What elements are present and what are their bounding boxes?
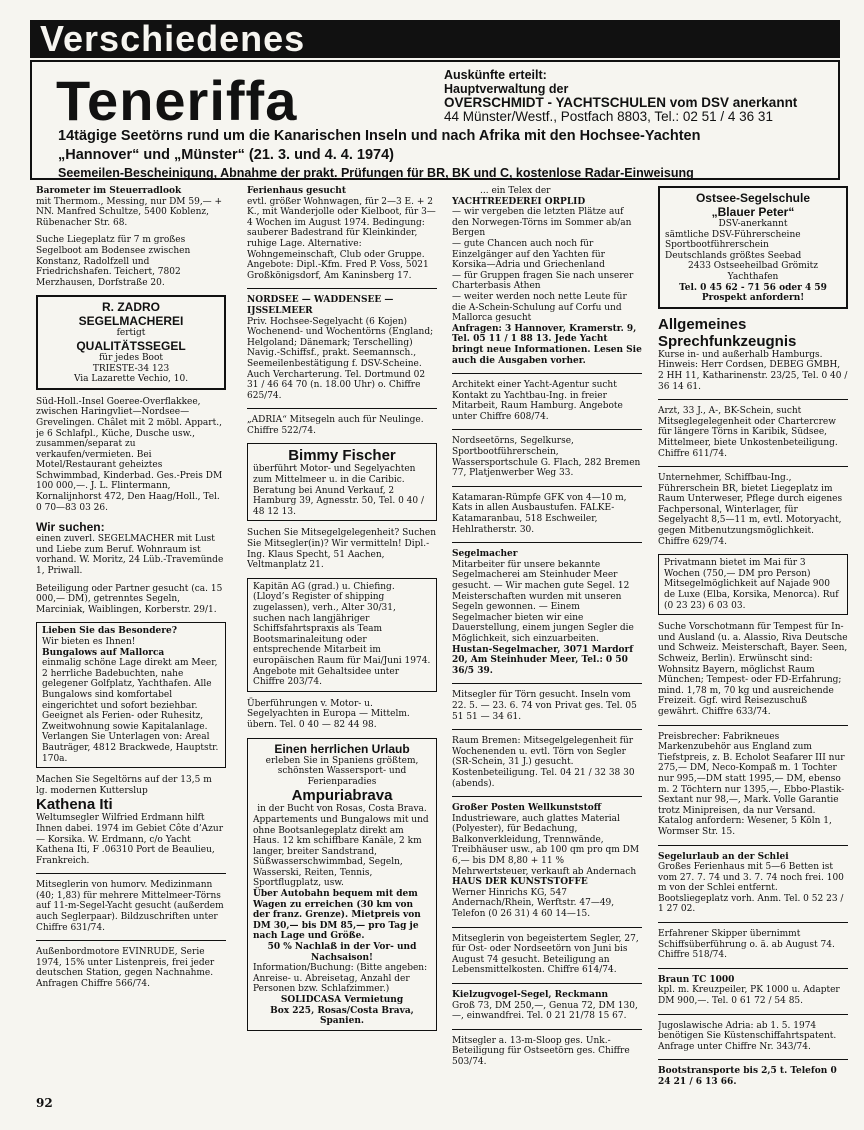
ad-sprechfunk	[658, 316, 848, 392]
divider	[658, 845, 848, 846]
ad-orplid	[452, 186, 642, 366]
ad-holland	[36, 397, 226, 514]
ad-text: Mitarbeiter für unsere bekannte Segelmacherei am Steinhuder Meer gesucht. — Wir machen gute Segel. 12 Meisterschaften wurden mit unseren Segeln gewonnen. — Einem Segelmacher bieten wir eine Dauerstellung, einem jungen Segler die Möglichkeit, sich einzuarbeiten.	[452, 559, 634, 644]
ad-heading: Kathena Iti	[36, 796, 113, 814]
ad-heading: QUALITÄTSSEGEL	[76, 338, 186, 353]
ad-nordseetoerns	[452, 436, 642, 478]
page-number: 92	[36, 1096, 53, 1110]
ad-text: Überführungen v. Motor- u. Segelyachten in Europa — Mittelm. übern. Tel. 0 40 — 82 44 98.	[247, 698, 410, 730]
divider	[452, 927, 642, 928]
ad-text: Architekt einer Yacht-Agentur sucht Kontakt zu Yachtbau-Ing. in freier Mitarbeit, Raum Hamburg. Angebote unter Chiffre 608/74.	[452, 380, 623, 422]
contact-line: Auskünfte erteilt:	[444, 68, 547, 82]
ad-text: für jedes Boot	[98, 352, 164, 363]
contact-line: OVERSCHMIDT - YACHTSCHULEN vom DSV anerkannt	[444, 95, 798, 110]
ad-text: einen zuverl. SEGELMACHER mit Lust und Liebe zum Beruf. Wohnraum ist vorhand. W. Moritz, 24 Lüb.-Travemünde 1, Priwall.	[36, 534, 224, 577]
ad-text: — wir vergeben die letzten Plätze auf den Norwegen-Törns im Sommer ab/an Bergen	[452, 207, 632, 239]
ad-text: 2433 Ostseeheilbad Grömitz	[688, 261, 818, 272]
ad-text: Mitseglerin von begeistertem Segler, 27, für Ost- oder Nordseetörn von Juni bis August 74 gesucht. Beteiligung an Lebensmittelkosten. Chiffre 614/74.	[452, 933, 639, 976]
ad-text: kpl. m. Kreuzpeiler, PK 1000 u. Adapter DM 900,—. Tel. 0 61 72 / 54 85.	[658, 985, 840, 1007]
column-4	[658, 186, 848, 1106]
ad-text: Machen Sie Segeltörns auf der 13,5 m lg. modernen Kutterslup	[36, 775, 212, 796]
ad-evinrude	[36, 947, 226, 989]
ad-text: — für Gruppen fragen Sie nach unserer Charterbasis Athen	[452, 270, 634, 292]
column-2	[247, 186, 437, 1106]
ad-katamaran	[452, 493, 642, 535]
ad-text: Privatmann bietet im Mai für 3 Wochen (750,— DM pro Person) Mitsegelmöglichkeit auf Najade 900 de Luxe (Elba, Korsika, Menorca). Ruf (0 23 23) 6 03 03.	[664, 558, 839, 611]
ad-ampuriabrava	[247, 738, 437, 1031]
divider	[452, 373, 642, 374]
ad-heading: Bimmy Fischer	[288, 447, 396, 465]
ad-text: — gute Chancen auch noch für Einzelgänger auf den Yachten für Korsika—Adria und Griechenland	[452, 238, 605, 271]
ad-text: Suche Vorschotmann für Tempest für In- und Ausland (u. a. Alassio, Riva Deutsche und Schweiz. Meisterschaft, Bayer. Seen, Schweiz, Berlin). Erwünscht sind: Wohnsitz Bayern, möglichst Raum München; Tempest- oder FD-Erfahrung; mind. 1,78 m, 70 kg und ausreichende Freizeit. Ggf. wird Reisezuschuß gewährt. Chiffre 633/74.	[658, 622, 848, 717]
ad-text: TRIESTE-34 123	[92, 363, 170, 374]
ad-text: Yachthafen	[727, 271, 779, 282]
divider	[658, 922, 848, 923]
ad-heading: SOLIDCASA Vermietung	[280, 995, 404, 1005]
ad-kathena	[36, 775, 226, 866]
ad-text: Suche Liegeplatz für 7 m großes Segelboot am Bodensee zwischen Konstanz, Radolfzell und Friedrichshafen. Teichert, 7802 Merzhausen, Dorfstraße 20.	[36, 235, 191, 288]
ad-sloop	[452, 1036, 642, 1068]
teneriffa-line2: „Hannover“ und „Münster“ (21. 3. und 4. 4. 1974)	[58, 147, 394, 163]
ad-text: Industrieware, auch glattes Material (Polyester), für Bedachung, Balkonverkleidung, Trennwände, Treibhäuser usw., ab 100 qm pro qm DM 6,— bis DM 8,80 + 11 % Mehrwertsteuer, verkauft ab Andernach	[452, 813, 640, 877]
teneriffa-title: Teneriffa	[56, 69, 298, 132]
ad-text: Jugoslawische Adria: ab 1. 5. 1974 benötigen Sie Küstenschiffahrtspatent. Anfrage unter Chiffre Nr. 343/74.	[658, 1020, 837, 1052]
ad-text: Weltumsegler Wilfried Erdmann hilft Ihnen dabei. 1974 im Gebiet Côte d’Azur — Korsika. W. Erdmann, c/o Yacht Kathena Iti, F .06310 Port de Beaulieu, Frankreich.	[36, 813, 224, 866]
ad-suchen	[247, 528, 437, 570]
divider	[452, 683, 642, 684]
ad-arzt	[658, 406, 848, 459]
ad-text: Box 225, Rosas/Costa Brava, Spanien.	[270, 1005, 414, 1027]
divider	[658, 399, 848, 400]
ad-text: einmalig schöne Lage direkt am Meer, 2 herrliche Badebuchten, nahe gelegener Golfplatz, Yachthafen. Alle Bungalows sind komfortabel eingerichtet und sofort beziehbar. Geeignet als Ferien- oder Ruhesitz, Zweitwohnung sowie Kapitalanlage. Verlangen Sie Unterlagen von: Areal Bauträger, 4812 Brackwede, Hauptstr. 170a.	[42, 658, 219, 764]
ad-text: — weiter werden noch nette Leute für die A-Schein-Schulung auf Corfu und Mallorca gesucht	[452, 291, 627, 324]
ad-text: Großes Ferienhaus mit 5—6 Betten ist vom 27. 7. 74 und 3. 7. 74 noch frei. 100 m von der Schlei entfernt. Bootsliegeplatz vorh. Anm. Tel. 0 52 23 / 1 27 02.	[658, 862, 844, 915]
ad-text: überführt Motor- und Segelyachten zum Mittelmeer u. in die Caribic. Beratung bei Anund Verkauf, 2 Hamburg 39, Agnesstr. 50, Tel. 0 40 / 48 12 13.	[253, 464, 425, 517]
ad-beteiligung	[36, 584, 226, 616]
ad-heading: 50 % Nachlaß in der Vor- und Nachsaison!	[267, 942, 417, 963]
ad-mitseglerin	[36, 880, 226, 933]
ad-mallorca	[36, 622, 226, 768]
ad-text: Bootstransporte bis 2,5 t. Telefon 0 24 21 / 6 13 66.	[658, 1066, 837, 1087]
ad-heading: „Blauer Peter“	[711, 205, 795, 219]
ad-wellkunststoff	[452, 803, 642, 920]
section-banner	[30, 20, 840, 58]
ad-text: Werner Hinrichs KG, 547 Andernach/Rhein, Werftstr. 47—49, Telefon (0 26 31) 4 60 14—15.	[452, 887, 615, 920]
ad-heading: Großer Posten Wellkunststoff	[452, 803, 602, 814]
divider	[452, 542, 642, 543]
ad-text: Suchen Sie Mitsegelgelegenheit? Suchen Sie Mitsegler(in)? Wir vermitteln! Dipl.-Ing. Klaus Specht, 51 Aachen, Veltmanplatz 21.	[247, 528, 437, 571]
ad-heading: Braun TC 1000	[658, 974, 735, 985]
ad-architekt	[452, 380, 642, 422]
ad-text: Arzt, 33 J., A-, BK-Schein, sucht Mitseglegelegenheit oder Chartercrew für längere Törns in Karibik, Südsee, Mittelmeer, biete Unkostenbeteiligung. Chiffre 611/74.	[658, 406, 838, 459]
ad-heading: Ampuriabrava	[291, 787, 393, 805]
ad-heading: Wir suchen:	[36, 520, 105, 535]
divider	[658, 725, 848, 726]
ad-wir-suchen	[36, 520, 226, 576]
ad-kielzugvogel	[452, 990, 642, 1022]
column-1	[36, 186, 226, 1106]
ad-text: Sportbootführerschein	[665, 240, 769, 251]
ad-text: Mitsegler für Törn gesucht. Inseln vom 22. 5. — 23. 6. 74 von Privat ges. Tel. 05 51 51 — 34 61.	[452, 690, 637, 722]
ad-privatmann	[658, 554, 848, 615]
ad-text: Außenbordmotore EVINRUDE, Serie 1974, 15% unter Listenpreis, frei jeder deutschen Station, gegen Nachnahme. Anfragen Chiffre 566/74.	[36, 947, 215, 990]
divider	[36, 940, 226, 941]
divider	[452, 486, 642, 487]
ad-text: Information/Buchung: (Bitte angeben: Anreise- u. Abreisetag, Anzahl der Personen bzw. Schlafzimmer.)	[253, 963, 428, 995]
ad-text: Wir bieten es Ihnen!	[42, 637, 136, 647]
ad-text: Tel. 0 45 62 - 71 56 oder 4 59	[679, 282, 827, 293]
ad-text: Unternehmer, Schiffbau-Ing., Führerschein BR, bietet Liegeplatz im Raum Unterweser, Pflege durch eigenes Fachpersonal, Winterlager, für Segelyacht 8,5—11 m, evtl. Motoryacht, gegen Mitbenutzungsmöglichkeit. Chiffre 629/74.	[658, 473, 843, 547]
teneriffa-line1: 14tägige Seetörns rund um die Kanarischen Inseln und nach Afrika mit den Hochsee-Yachten	[58, 128, 701, 144]
ad-jugoslawische-adria	[658, 1021, 848, 1053]
ad-vorschotmann	[658, 622, 848, 717]
ad-segelmacher	[452, 549, 642, 676]
teneriffa-contact	[444, 68, 797, 124]
ad-text: evtl. größer Wohnwagen, für 2—3 E. + 2 K., mit Wanderjolle oder Kielboot, für 3—4 Wochen im August 1974. Bedingung: sauberer Badestrand für Kleinkinder, ruhige Lage. Alternative: Wohngemeinschaft, Club oder Gruppe. Angebote: Dipl.-Kfm. Fred P. Voss, 5021 Großkönigsdorf, Am Kaninsberg 17.	[247, 196, 436, 281]
ad-text: Erfahrener Skipper übernimmt Schiffsüberführung o. ä. ab August 74. Chiffre 518/74.	[658, 929, 835, 961]
ad-heading: Ferienhaus gesucht	[247, 186, 346, 196]
ad-liegeplatz	[36, 235, 226, 288]
ad-kapitaen	[247, 578, 437, 692]
ad-text: Mitseglerin von humorv. Medizinmann (40; 1,83) für mehrere Mittelmeer-Törns auf 11-m-Segel-Yacht gesucht (außerdem auch Seglerpaar). Bildzuschriften unter Chiffre 631/74.	[36, 880, 224, 933]
divider	[658, 1059, 848, 1060]
teneriffa-line3: Seemeilen-Bescheinigung, Abnahme der prakt. Prüfungen für BR, BK und C, kostenlose Radar-Einweisung	[58, 166, 694, 180]
ad-bootstransporte	[658, 1066, 848, 1087]
column-3	[452, 186, 642, 1106]
ad-text: Kapitän AG (grad.) u. Chiefing. (Lloyd’s Register of shipping zugelassen), verh., Alter 30/31, suchen nach langjähriger Schiffsfahrtspraxis als Team Bootsmarinaleitung oder entsprechende Mitarbeit im europäischen Raum für Mai/Juni 1974. Angebote mit Gehaltsidee unter Chiffre 203/74.	[253, 581, 431, 688]
ad-heading: Bungalows auf Mallorca	[42, 647, 165, 658]
ad-text: Kurse in- und außerhalb Hamburgs. Hinweis: Herr Cordsen, DEBEG GMBH, 2 HH 11, Katharinenstr. 23/25, Tel. 0 40 / 36 14 61.	[658, 349, 848, 392]
ad-text: Beteiligung oder Partner gesucht (ca. 15 000,— DM), getrenntes Segeln, Marciniak, Waiblingen, Korberstr. 29/1.	[36, 583, 223, 615]
ad-heading: Barometer im Steuerradlook	[36, 186, 182, 196]
section-title: Verschiedenes	[40, 18, 306, 59]
ad-text: DSV-anerkannt	[718, 219, 788, 229]
ad-ferienhaus	[247, 186, 437, 281]
contact-line: 44 Münster/Westf., Postfach 8803, Tel.: 02 51 / 4 36 31	[444, 109, 773, 124]
ad-unternehmer	[658, 473, 848, 547]
ad-text: Mitsegler a. 13-m-Sloop ges. Unk.-Beteiligung für Ostseetörn ges. Chiffre 503/74.	[452, 1035, 630, 1067]
ad-text: Über Autobahn bequem mit dem Wagen zu erreichen (30 km von der franz. Grenze). Mietpreis von DM 30,— bis DM 85,— pro Tag je nach Lage und Größe.	[253, 889, 421, 942]
ad-schlei	[658, 852, 848, 916]
ad-heading: R. ZADRO	[102, 300, 160, 315]
ad-ueberfuehrungen	[247, 699, 437, 731]
ad-heading: SEGELMACHEREI	[78, 314, 184, 329]
divider	[247, 288, 437, 289]
ad-heading: Ostsee-Segelschule	[695, 191, 811, 205]
divider	[452, 983, 642, 984]
ad-text: Prospekt anfordern!	[701, 293, 805, 304]
ad-text: Anfragen: 3 Hannover, Kramerstr. 9, Tel. 05 11 / 1 88 13. Jede Yacht bringt neue Informationen. Lesen Sie auch die Ausgaben vorher.	[452, 323, 642, 366]
teneriffa-ad	[30, 60, 840, 180]
ad-text: Nordseetörns, Segelkurse, Sportbootführerschein, Wassersportschule G. Flach, 282 Bremen 77, Platjenwerber Weg 33.	[452, 436, 641, 479]
divider	[658, 1014, 848, 1015]
ad-text: Katamaran-Rümpfe GFK von 4—10 m, Kats in allen Ausbaustufen. FALKE-Katamaranbau, 518 Eschweiler, Hehlratherstr. 30.	[452, 492, 627, 535]
ad-text: Raum Bremen: Mitsegelgelegenheit für Wochenenden u. evtl. Törn von Segler (SR-Schein, 31 J.) gesucht. Kostenbeteiligung. Tel. 04 21 / 32 38 30 (abends).	[452, 736, 635, 789]
ad-text: ... ein Telex der	[480, 186, 551, 196]
ad-blauer-peter	[658, 186, 848, 309]
divider	[452, 729, 642, 730]
ad-ijsselmeer	[247, 295, 437, 401]
divider	[36, 873, 226, 874]
divider	[452, 1029, 642, 1030]
ad-heading: HAUS DER KUNSTSTOFFE	[452, 877, 588, 888]
ad-text: Groß 73, DM 250,—, Genua 72, DM 130,—, einwandfrei. Tel. 0 21 21/78 15 67.	[452, 1000, 638, 1022]
ad-heading: Lieben Sie das Besondere?	[42, 626, 177, 637]
ad-preisbrecher	[658, 732, 848, 838]
divider	[452, 796, 642, 797]
ad-text: fertigt	[116, 328, 146, 339]
ad-bremen	[452, 736, 642, 789]
ad-heading: Segelmacher	[452, 549, 518, 560]
ad-adria	[247, 415, 437, 436]
divider	[658, 968, 848, 969]
ad-text: Via Lazarette Vechio, 10.	[73, 374, 189, 385]
ad-text: Preisbrecher: Fabrikneues Markenzubehör aus England zum Tiefstpreis, z. B. Echolot Seafarer III nur 275,— DM, Neco-Kompaß m. 1 Tochter nur 995,—DM statt 1995,— DM, ebenso m. 2 Töchtern nur 1395,—, Ebbo-Plastik-Sextant nur 98,—, Mark. Volle Garantie trotz Minipreisen, da nur Versand. Katalog anfordern: Wesener, 5 Köln 1, Wormser Str. 15.	[658, 731, 845, 837]
divider	[247, 408, 437, 409]
contact-line: Hauptverwaltung der	[444, 82, 569, 96]
ad-heading: YACHTREEDEREI ORPLID	[452, 196, 586, 207]
ad-text: „ADRIA“ Mitsegeln auch für Neulinge. Chiffre 522/74.	[247, 415, 424, 436]
ad-text: in der Bucht von Rosas, Costa Brava.	[257, 804, 427, 815]
ad-fischer	[247, 443, 437, 521]
ad-heading: NORDSEE — WADDENSEE — IJSSELMEER	[247, 295, 394, 316]
ad-text: erleben Sie in Spaniens größtem, schönsten Wassersport- und Ferienparadies	[265, 755, 419, 787]
divider	[452, 429, 642, 430]
ad-toern	[452, 690, 642, 722]
ad-text: Priv. Hochsee-Segelyacht (6 Kojen) Wochenend- und Wochentörns (England; Helgoland; Dänemark; Terschelling) Navig.-Schiffsf., prakt. Seemannsch., Seemeilenbestätigung f. DSV-Scheine. Auch Vercharterung. Tel. Dortmund 02 31 / 46 64 70 (n. 18.00 Uhr) o. Chiffre 625/74.	[247, 316, 434, 401]
ad-text: mit Thermom., Messing, nur DM 59,— + NN. Manfred Schultze, 5400 Koblenz, Rübenacher Str. 68.	[36, 196, 223, 228]
ad-heading: Kielzugvogel-Segel, Reckmann	[452, 990, 609, 1000]
ad-barometer	[36, 186, 226, 228]
divider	[658, 466, 848, 467]
ad-text: Appartements und Bungalows mit und ohne Bootsanlegeplatz direkt am Haus. 12 km schiffbare Kanäle, 2 km langer, breiter Sandstrand, Süßwasserschwimmbad, Segeln, Wasserski, Reiten, Tennis, Sportflugplatz, usw.	[253, 814, 429, 889]
ad-zadro	[36, 295, 226, 389]
ad-text: Deutschlands größtes Seebad	[665, 250, 802, 261]
ad-braun	[658, 975, 848, 1007]
ad-mitseglerin-2	[452, 934, 642, 976]
ad-text: sämtliche DSV-Führerscheine	[665, 229, 801, 240]
ad-text: Süd-Holl.-Insel Goeree-Overflakkee, zwischen Haringvliet—Nordsee—Grevelingen. Châlet mit 2 möbl. Appart., je 6 Schlafpl., Küche, Dusche usw., zusammen/separat zu verkaufen/vermieten. Bei Motel/Restaurant geheiztes Schwimmbad, Kinderbad. Ges.-Preis DM 100 000,—. J. L. Flintermann, Kornalijnhorst 472, Den Haag/Holl., Tel. 0 70—83 03 26.	[36, 396, 223, 513]
ad-text: Hustan-Segelmacher, 3071 Mardorf 20, Am Steinhuder Meer, Tel.: 0 50 36/5 39.	[452, 644, 634, 676]
ad-heading: Allgemeines Sprechfunkzeugnis	[658, 315, 797, 350]
ad-heading: Einen herrlichen Urlaub	[274, 741, 410, 756]
ad-heading: Segelurlaub an der Schlei	[658, 851, 789, 862]
ad-skipper	[658, 929, 848, 961]
